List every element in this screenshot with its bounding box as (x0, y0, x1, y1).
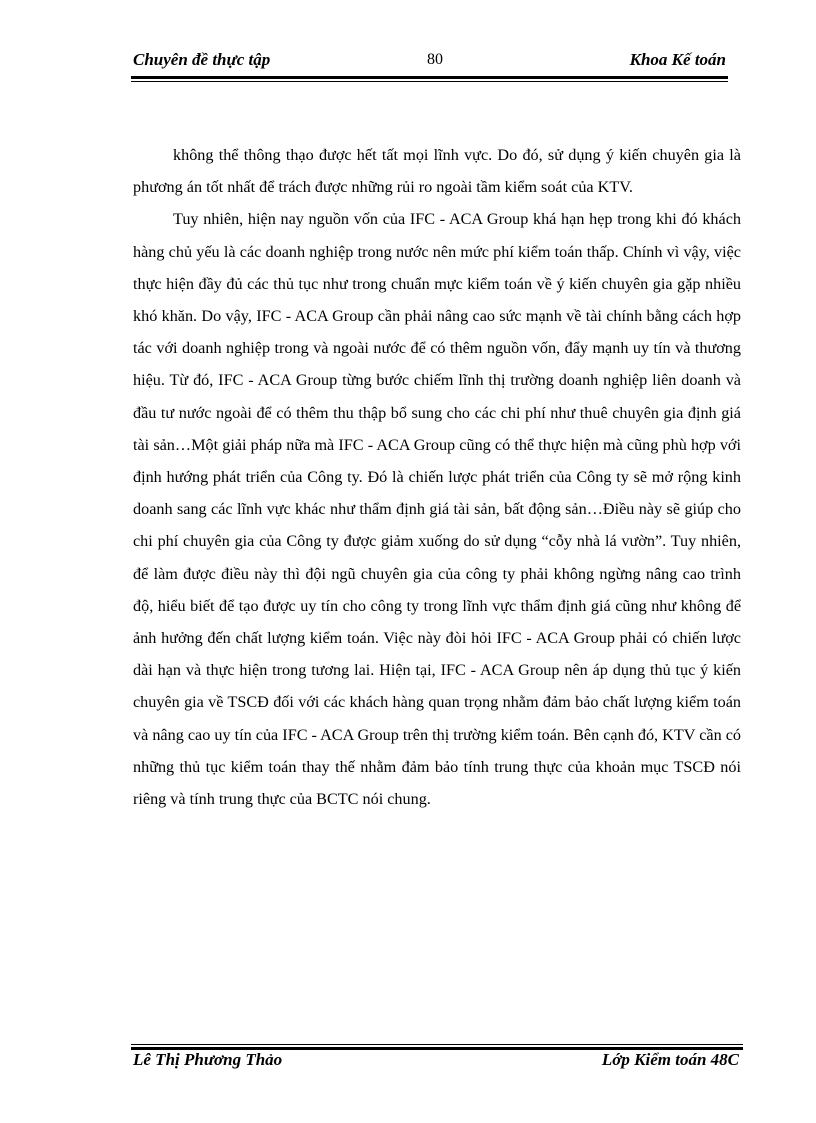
header-rule-thin (131, 81, 728, 82)
page-number: 80 (427, 51, 443, 68)
header-document-type: Chuyên đề thực tập (133, 50, 271, 69)
header-department: Khoa Kế toán (629, 50, 726, 69)
body-paragraph: không thể thông thạo được hết tất mọi lĩnh vực. Do đó, sử dụng ý kiến chuyên gia là phương án tốt nhất để trách được những rủi ro ngoài tầm kiểm soát của KTV. (133, 146, 741, 197)
body-text (133, 139, 741, 815)
body-paragraph: Tuy nhiên, hiện nay nguồn vốn của IFC - ACA Group khá hạn hẹp trong khi đó khách hàng chủ yếu là các doanh nghiệp trong nước nên mức phí kiểm toán thấp. Chính vì vậy, việc thực hiện đầy đủ các thủ tục như trong chuẩn mực kiểm toán về ý kiến chuyên gia gặp nhiều khó khăn. Do vậy, IFC - ACA Group cần phải nâng cao sức mạnh về tài chính bằng cách hợp tác với doanh nghiệp trong và ngoài nước để có thêm nguồn vốn, đẩy mạnh uy tín và thương hiệu. Từ đó, IFC - ACA Group từng bước chiếm lĩnh thị trường doanh nghiệp liên doanh và đầu tư nước ngoài để có thêm thu thập bổ sung cho các chi phí như thuê chuyên gia định giá tài sản…Một giải pháp nữa mà IFC - ACA Group cũng có thể thực hiện mà cũng phù hợp với định hướng phát triển của Công ty. Đó là chiến lược phát triển của Công ty sẽ mở rộng kinh doanh sang các lĩnh vực khác như thẩm định giá tài sản, bất động sản…Điều này sẽ giúp cho chi phí chuyên gia của Công ty được giảm xuống do sử dụng “cỗy nhà lá vườn”. Tuy nhiên, để làm được điều này thì đội ngũ chuyên gia của công ty phải không ngừng nâng cao trình độ, hiểu biết để tạo được uy tín cho công ty trong lĩnh vực thẩm định giá cũng như không để ảnh hưởng đến chất lượng kiểm toán. Việc này đòi hỏi IFC - ACA Group phải có chiến lược dài hạn và thực hiện trong tương lai. Hiện tại, IFC - ACA Group nên áp dụng thủ tục ý kiến chuyên gia về TSCĐ đối với các khách hàng quan trọng nhằm đảm bảo chất lượng kiểm toán và nâng cao uy tín của IFC - ACA Group trên thị trường kiểm toán. Bên cạnh đó, KTV cần có những thủ tục kiểm toán thay thế nhằm đảm bảo tính trung thực của khoản mục TSCĐ nói riêng và tính trung thực của BCTC nói chung. (133, 210, 741, 809)
page-header (131, 50, 728, 76)
footer-rule-thin (131, 1044, 743, 1045)
footer-class: Lớp Kiểm toán 48C (601, 1050, 739, 1069)
header-rule-thick (131, 76, 728, 79)
footer-author: Lê Thị Phương Thảo (133, 1050, 283, 1069)
page-footer (131, 1050, 743, 1076)
